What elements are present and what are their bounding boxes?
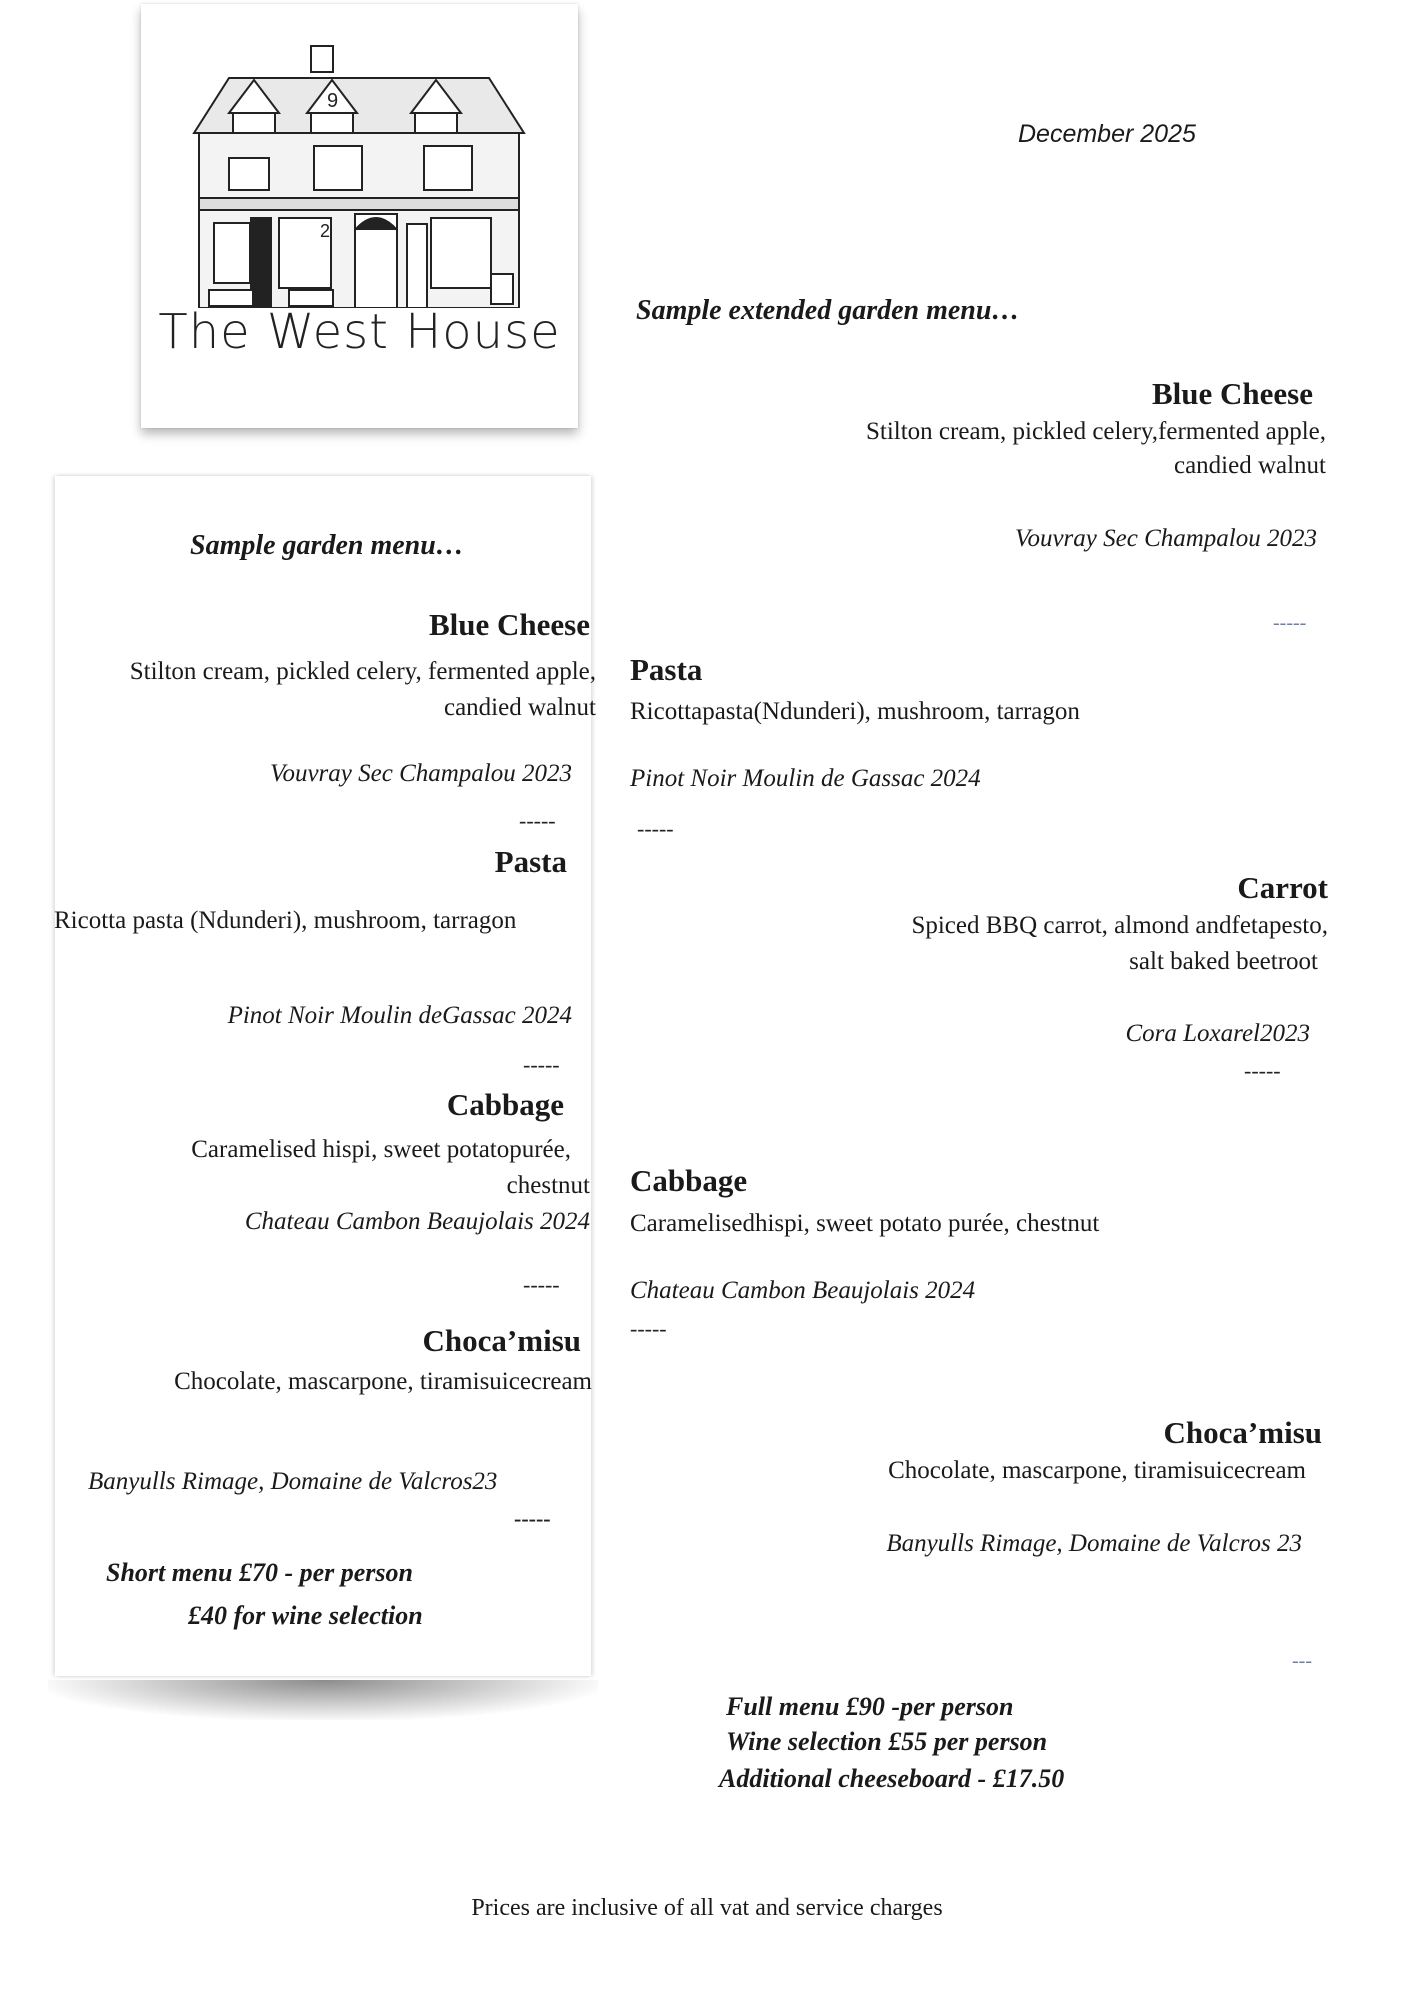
ext-price-wine-selection: Wine selection £55 per person [726, 1727, 1048, 1756]
ext-chocamisu-separator: --- [1292, 1650, 1312, 1672]
menu-date: December 2025 [1018, 120, 1196, 148]
short-cabbage-desc-2: chestnut [506, 1172, 590, 1199]
short-cabbage-desc-1: Caramelised hispi, sweet potatopurée, [191, 1136, 571, 1163]
ext-carrot-heading: Carrot [1237, 870, 1328, 905]
short-blue-cheese-desc-1: Stilton cream, pickled celery, fermented apple, [129, 658, 596, 685]
ext-pasta-desc: Ricottapasta(Ndunderi), mushroom, tarragon [630, 698, 1080, 725]
ext-cabbage-desc: Caramelisedhispi, sweet potato purée, chestnut [630, 1210, 1100, 1237]
ext-carrot-wine: Cora Loxarel2023 [1125, 1020, 1310, 1047]
ext-blue-cheese-desc-2: candied walnut [1173, 452, 1326, 479]
ext-price-full-menu: Full menu £90 -per person [726, 1692, 1014, 1721]
ext-blue-cheese-separator: ----- [1273, 612, 1307, 634]
short-price-wine: £40 for wine selection [188, 1601, 423, 1630]
short-pasta-wine: Pinot Noir Moulin deGassac 2024 [227, 1002, 572, 1029]
short-blue-cheese-desc-2: candied walnut [443, 694, 596, 721]
short-pasta-desc: Ricotta pasta (Ndunderi), mushroom, tarragon [54, 907, 517, 934]
ext-chocamisu-wine: Banyulls Rimage, Domaine de Valcros 23 [886, 1530, 1302, 1557]
logo-card [141, 4, 578, 428]
house-illustration [169, 38, 549, 308]
footer-note: Prices are inclusive of all vat and service charges [471, 1895, 943, 1921]
ext-blue-cheese-wine: Vouvray Sec Champalou 2023 [1014, 525, 1317, 552]
extended-menu-title: Sample extended garden menu… [636, 295, 1020, 326]
ext-carrot-desc-1: Spiced BBQ carrot, almond andfetapesto, [911, 912, 1328, 939]
ext-pasta-heading: Pasta [630, 652, 703, 687]
short-pasta-separator: ----- [523, 1052, 560, 1077]
logo-number-door: 2 [320, 221, 331, 241]
ext-cabbage-heading: Cabbage [630, 1163, 748, 1198]
short-blue-cheese-wine: Vouvray Sec Champalou 2023 [269, 760, 572, 787]
short-chocamisu-wine: Banyulls Rimage, Domaine de Valcros23 [88, 1468, 498, 1495]
ext-cabbage-wine: Chateau Cambon Beaujolais 2024 [630, 1277, 976, 1304]
short-price-menu: Short menu £70 - per person [106, 1558, 413, 1587]
short-blue-cheese-separator: ----- [519, 808, 556, 833]
short-cabbage-wine: Chateau Cambon Beaujolais 2024 [244, 1208, 590, 1235]
short-chocamisu-desc: Chocolate, mascarpone, tiramisuicecream [174, 1368, 592, 1395]
ext-pasta-separator: ----- [637, 816, 674, 841]
ext-carrot-separator: ----- [1244, 1058, 1281, 1083]
left-card-shadow [48, 1680, 598, 1720]
ext-chocamisu-heading: Choca’misu [1163, 1415, 1322, 1450]
short-pasta-heading: Pasta [494, 844, 567, 879]
ext-carrot-desc-2: salt baked beetroot [1129, 948, 1318, 975]
short-menu-title: Sample garden menu… [190, 530, 464, 561]
ext-price-cheeseboard: Additional cheeseboard - £17.50 [719, 1764, 1065, 1793]
ext-pasta-wine: Pinot Noir Moulin de Gassac 2024 [630, 765, 981, 792]
ext-blue-cheese-heading: Blue Cheese [1151, 376, 1313, 411]
ext-blue-cheese-desc-1: Stilton cream, pickled celery,fermented apple, [866, 418, 1326, 445]
short-cabbage-separator: ----- [523, 1272, 560, 1297]
ext-cabbage-separator: ----- [630, 1316, 667, 1341]
ext-chocamisu-desc: Chocolate, mascarpone, tiramisuicecream [888, 1457, 1306, 1484]
short-chocamisu-heading: Choca’misu [422, 1323, 581, 1358]
logo-text: The West House [158, 304, 561, 360]
short-chocamisu-separator: ----- [514, 1506, 551, 1531]
logo-number-top: 9 [327, 90, 339, 112]
short-blue-cheese-heading: Blue Cheese [428, 607, 590, 642]
short-cabbage-heading: Cabbage [446, 1087, 564, 1122]
short-menu-card [55, 476, 591, 1676]
